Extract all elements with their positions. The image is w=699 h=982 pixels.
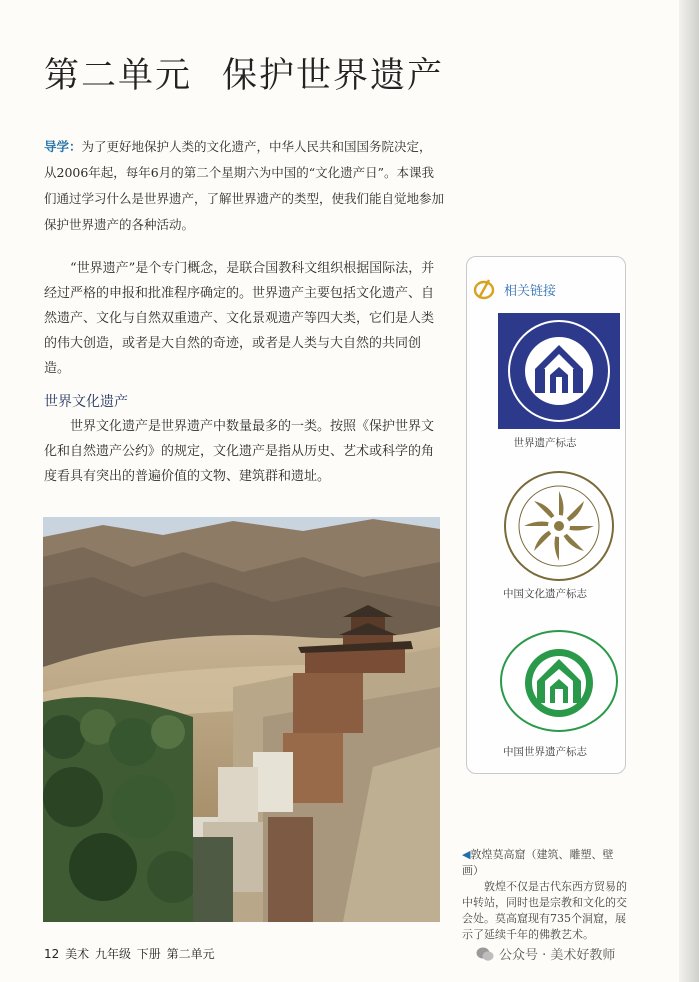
china-cultural-heritage-label: 中国文化遗产标志	[503, 588, 587, 600]
page-title	[44, 48, 444, 98]
caption-text: 敦煌不仅是古代东西方贸易的中转站，同时也是宗教和文化的交会处。莫高窟现有735个洞窟，展示了延续千年的佛教艺术。	[462, 880, 627, 941]
page-edge-shadow	[679, 0, 699, 982]
page-number: 12	[44, 947, 60, 961]
footer-volume: 下册	[136, 947, 161, 961]
china-cultural-heritage-emblem	[502, 469, 616, 587]
intro-lead: 导学：	[44, 139, 82, 154]
world-heritage-emblem	[498, 313, 620, 433]
related-links-header	[472, 278, 556, 300]
china-world-heritage-label: 中国世界遗产标志	[503, 746, 587, 758]
related-links-title: 相关链接	[504, 283, 557, 299]
paragraph-cultural-heritage: 世界文化遗产是世界遗产中数量最多的一类。按照《保护世界文化和自然遗产公约》的规定，文化遗产是指从历史、艺术或科学的角度看具有突出的普遍价值的文物、建筑群和遗址。	[44, 419, 435, 484]
photo-caption	[462, 847, 632, 943]
intro-paragraph	[44, 134, 444, 238]
world-heritage-label: 世界遗产标志	[513, 437, 577, 449]
caption-arrow-icon: ◀	[462, 848, 471, 861]
footer-unit: 第二单元	[166, 947, 215, 961]
section-heading: 世界文化遗产	[44, 394, 128, 410]
footer-subject: 美术	[65, 947, 90, 961]
wechat-icon	[476, 946, 494, 962]
page-footer	[44, 945, 215, 962]
footer-grade: 九年级	[94, 947, 131, 961]
intro-text: 为了更好地保护人类的文化遗产，中华人民共和国国务院决定，从2006年起，每年6月的第二个星期六为中国的“文化遗产日”。本课我们通过学习什么是世界遗产，了解世界遗产的类型，使我们能自觉地参加保护世界遗产的各种活动。	[44, 139, 445, 232]
mogao-caves-photo	[43, 517, 440, 922]
paragraph-world-heritage: “世界遗产”是个专门概念，是联合国教科文组织根据国际法，并经过严格的申报和批准程序确定的。世界遗产主要包括文化遗产、自然遗产、文化与自然双重遗产、文化景观遗产等四大类，它们是人类的伟大创造，或者是大自然的奇迹，或者是人类与大自然的共同创造。	[44, 261, 435, 376]
link-icon	[472, 278, 496, 300]
title-name: 保护世界遗产	[222, 56, 445, 96]
title-unit: 第二单元	[44, 56, 193, 96]
watermark-text: 公众号 · 美术好教师	[499, 948, 616, 963]
china-world-heritage-emblem	[496, 621, 622, 737]
caption-title: 敦煌莫高窟（建筑、雕塑、壁画）	[462, 848, 614, 877]
watermark	[476, 944, 615, 963]
